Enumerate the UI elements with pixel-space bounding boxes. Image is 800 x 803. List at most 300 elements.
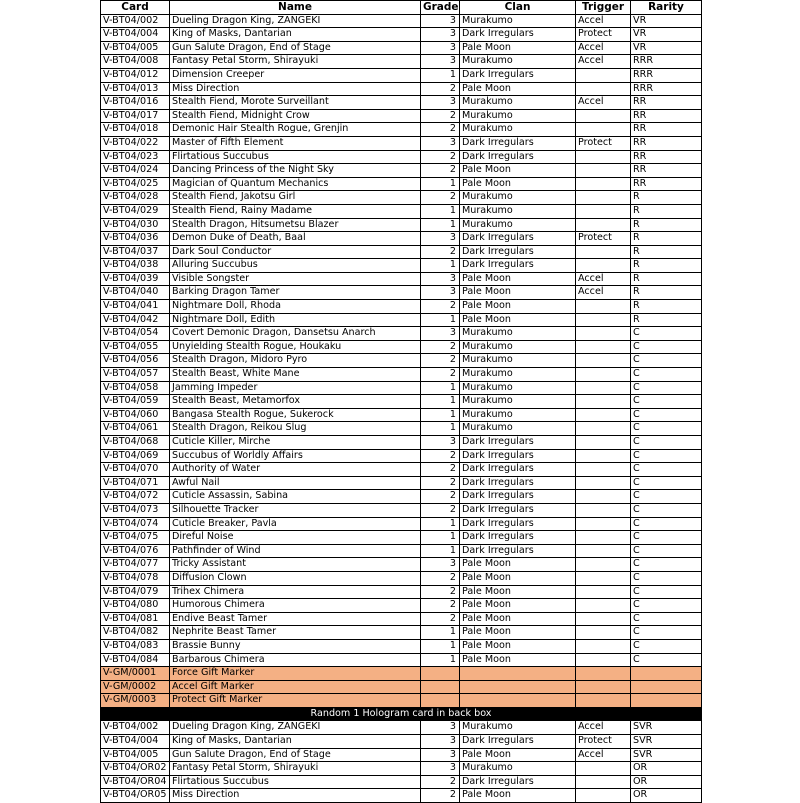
cell-name: Humorous Chimera — [170, 599, 421, 613]
cell-grade: 1 — [421, 408, 460, 422]
table-row — [101, 571, 702, 585]
cell-rarity: C — [631, 653, 702, 667]
cell-grade: 3 — [421, 327, 460, 341]
table-row — [101, 245, 702, 259]
cell-grade: 2 — [421, 585, 460, 599]
table-row — [101, 422, 702, 436]
table-row — [101, 531, 702, 545]
cell-name: Dark Soul Conductor — [170, 245, 421, 259]
cell-name: Stealth Fiend, Rainy Madame — [170, 204, 421, 218]
cell-card: V-BT04/008 — [101, 55, 170, 69]
cell-grade: 2 — [421, 300, 460, 314]
cell-name: Stealth Fiend, Morote Surveillant — [170, 96, 421, 110]
cell-card: V-BT04/068 — [101, 436, 170, 450]
cell-trigger — [576, 517, 631, 531]
cell-clan: Murakumo — [460, 14, 576, 28]
cell-card: V-BT04/060 — [101, 408, 170, 422]
cell-clan: Murakumo — [460, 354, 576, 368]
cell-name: Flirtatious Succubus — [170, 775, 421, 789]
hologram-rows — [101, 721, 702, 803]
cell-card: V-BT04/004 — [101, 735, 170, 749]
cell-card: V-BT04/072 — [101, 490, 170, 504]
cell-card: V-BT04/042 — [101, 313, 170, 327]
cell-trigger: Accel — [576, 286, 631, 300]
hologram-row — [101, 775, 702, 789]
cell-trigger — [576, 245, 631, 259]
cell-grade: 2 — [421, 354, 460, 368]
cell-rarity: C — [631, 639, 702, 653]
table-row — [101, 272, 702, 286]
cell-trigger — [576, 436, 631, 450]
cell-card: V-BT04/076 — [101, 544, 170, 558]
section-banner-row — [101, 707, 702, 721]
header-row — [101, 1, 702, 15]
cell-trigger — [576, 531, 631, 545]
cell-trigger — [576, 544, 631, 558]
cell-rarity: C — [631, 612, 702, 626]
cell-grade: 2 — [421, 476, 460, 490]
cell-trigger — [576, 354, 631, 368]
table-row — [101, 259, 702, 273]
cell-rarity: OR — [631, 762, 702, 776]
cell-rarity: C — [631, 585, 702, 599]
cell-name: Demonic Hair Stealth Rogue, Grenjin — [170, 123, 421, 137]
table-row — [101, 558, 702, 572]
cell-clan: Dark Irregulars — [460, 735, 576, 749]
cell-grade: 3 — [421, 721, 460, 735]
cell-clan: Murakumo — [460, 368, 576, 382]
cell-grade: 1 — [421, 626, 460, 640]
table-row — [101, 436, 702, 450]
cell-rarity: RR — [631, 177, 702, 191]
table-row — [101, 28, 702, 42]
table-row — [101, 544, 702, 558]
cell-trigger — [576, 368, 631, 382]
cell-name: Visible Songster — [170, 272, 421, 286]
cell-card: V-BT04/069 — [101, 449, 170, 463]
cell-clan: Pale Moon — [460, 272, 576, 286]
cell-clan: Murakumo — [460, 408, 576, 422]
cell-rarity: C — [631, 531, 702, 545]
section-title: Random 1 Hologram card in back box — [101, 707, 702, 721]
cell-trigger — [576, 68, 631, 82]
cell-name: Nephrite Beast Tamer — [170, 626, 421, 640]
cell-card: V-GM/0003 — [101, 694, 170, 708]
cell-rarity: VR — [631, 14, 702, 28]
cell-grade — [421, 667, 460, 681]
cell-name: Covert Demonic Dragon, Dansetsu Anarch — [170, 327, 421, 341]
cell-grade: 1 — [421, 259, 460, 273]
cell-rarity: RRR — [631, 55, 702, 69]
cell-grade: 3 — [421, 55, 460, 69]
table-row — [101, 68, 702, 82]
cell-trigger — [576, 340, 631, 354]
cell-name: Gun Salute Dragon, End of Stage — [170, 748, 421, 762]
cell-name: Succubus of Worldly Affairs — [170, 449, 421, 463]
cell-grade: 1 — [421, 422, 460, 436]
cell-grade: 1 — [421, 204, 460, 218]
cell-clan — [460, 694, 576, 708]
cell-grade: 1 — [421, 531, 460, 545]
cell-rarity: C — [631, 571, 702, 585]
cell-rarity: C — [631, 517, 702, 531]
table-row — [101, 177, 702, 191]
cell-clan: Murakumo — [460, 327, 576, 341]
cell-name: Unyielding Stealth Rogue, Houkaku — [170, 340, 421, 354]
cell-grade: 2 — [421, 789, 460, 803]
cell-name: Fantasy Petal Storm, Shirayuki — [170, 55, 421, 69]
gift-marker-rows — [101, 667, 702, 708]
cell-rarity: C — [631, 408, 702, 422]
cell-card: V-BT04/016 — [101, 96, 170, 110]
cell-grade: 3 — [421, 136, 460, 150]
table-row — [101, 653, 702, 667]
table-row — [101, 639, 702, 653]
cell-name: Fantasy Petal Storm, Shirayuki — [170, 762, 421, 776]
table-row — [101, 14, 702, 28]
cell-grade: 3 — [421, 436, 460, 450]
cell-trigger — [576, 463, 631, 477]
cell-name: Accel Gift Marker — [170, 680, 421, 694]
cell-grade: 2 — [421, 109, 460, 123]
cell-rarity: C — [631, 340, 702, 354]
cell-grade: 2 — [421, 571, 460, 585]
cell-card: V-BT04/005 — [101, 41, 170, 55]
cell-name: Dancing Princess of the Night Sky — [170, 164, 421, 178]
cell-name: Stealth Fiend, Jakotsu Girl — [170, 191, 421, 205]
cell-name: Force Gift Marker — [170, 667, 421, 681]
cell-card: V-BT04/002 — [101, 721, 170, 735]
cell-name: Dueling Dragon King, ZANGEKI — [170, 721, 421, 735]
cell-clan: Dark Irregulars — [460, 245, 576, 259]
cell-name: Jamming Impeder — [170, 381, 421, 395]
cell-trigger — [576, 599, 631, 613]
cell-trigger — [576, 571, 631, 585]
cell-clan: Murakumo — [460, 204, 576, 218]
cell-clan: Pale Moon — [460, 748, 576, 762]
cell-grade: 2 — [421, 449, 460, 463]
cell-trigger — [576, 653, 631, 667]
cell-rarity: C — [631, 503, 702, 517]
cell-trigger — [576, 558, 631, 572]
cell-rarity: R — [631, 218, 702, 232]
table-row — [101, 463, 702, 477]
cell-card: V-BT04/017 — [101, 109, 170, 123]
cell-name: Dueling Dragon King, ZANGEKI — [170, 14, 421, 28]
table-row — [101, 368, 702, 382]
table-row — [101, 476, 702, 490]
cell-clan: Dark Irregulars — [460, 490, 576, 504]
header-clan: Clan — [460, 1, 576, 15]
cell-name: Barking Dragon Tamer — [170, 286, 421, 300]
cell-trigger — [576, 381, 631, 395]
hologram-row — [101, 735, 702, 749]
cell-card: V-BT04/079 — [101, 585, 170, 599]
cell-clan: Pale Moon — [460, 639, 576, 653]
cell-name: Flirtatious Succubus — [170, 150, 421, 164]
cell-trigger — [576, 259, 631, 273]
card-list-table — [100, 0, 702, 803]
cell-trigger — [576, 422, 631, 436]
cell-grade: 1 — [421, 313, 460, 327]
cell-grade: 2 — [421, 368, 460, 382]
cell-clan: Murakumo — [460, 109, 576, 123]
cell-grade: 2 — [421, 150, 460, 164]
cell-name: Cuticle Assassin, Sabina — [170, 490, 421, 504]
cell-trigger — [576, 123, 631, 137]
cell-card: V-BT04/084 — [101, 653, 170, 667]
cell-card: V-BT04/059 — [101, 395, 170, 409]
cell-rarity: RR — [631, 136, 702, 150]
cell-rarity: C — [631, 544, 702, 558]
cell-trigger — [576, 150, 631, 164]
cell-clan: Pale Moon — [460, 626, 576, 640]
cell-card: V-BT04/024 — [101, 164, 170, 178]
table-row — [101, 490, 702, 504]
cell-rarity: RRR — [631, 68, 702, 82]
cell-rarity: RR — [631, 123, 702, 137]
cell-clan: Pale Moon — [460, 789, 576, 803]
cell-card: V-BT04/022 — [101, 136, 170, 150]
cell-rarity: R — [631, 259, 702, 273]
cell-clan: Pale Moon — [460, 300, 576, 314]
cell-grade: 2 — [421, 775, 460, 789]
cell-rarity: C — [631, 463, 702, 477]
cell-grade: 1 — [421, 177, 460, 191]
cell-card: V-BT04/041 — [101, 300, 170, 314]
cell-name: Stealth Dragon, Hitsumetsu Blazer — [170, 218, 421, 232]
cell-clan: Murakumo — [460, 381, 576, 395]
cell-rarity: RR — [631, 150, 702, 164]
gift-marker-row — [101, 680, 702, 694]
cell-grade: 1 — [421, 653, 460, 667]
cell-card: V-BT04/055 — [101, 340, 170, 354]
cell-rarity: RRR — [631, 82, 702, 96]
hologram-row — [101, 721, 702, 735]
cell-grade — [421, 694, 460, 708]
cell-rarity: R — [631, 245, 702, 259]
table-row — [101, 123, 702, 137]
cell-rarity: C — [631, 436, 702, 450]
cell-grade: 1 — [421, 381, 460, 395]
cell-clan: Murakumo — [460, 96, 576, 110]
cell-rarity: C — [631, 449, 702, 463]
cell-name: Miss Direction — [170, 789, 421, 803]
table-row — [101, 204, 702, 218]
cell-card: V-BT04/054 — [101, 327, 170, 341]
cell-card: V-BT04/057 — [101, 368, 170, 382]
cell-card: V-BT04/074 — [101, 517, 170, 531]
cell-rarity: OR — [631, 789, 702, 803]
cell-grade: 3 — [421, 762, 460, 776]
cell-trigger: Accel — [576, 55, 631, 69]
table-row — [101, 517, 702, 531]
cell-clan: Dark Irregulars — [460, 531, 576, 545]
table-row — [101, 313, 702, 327]
cell-card: V-BT04/077 — [101, 558, 170, 572]
cell-rarity: RR — [631, 109, 702, 123]
cell-trigger — [576, 408, 631, 422]
cell-clan: Pale Moon — [460, 313, 576, 327]
table-row — [101, 395, 702, 409]
cell-clan: Pale Moon — [460, 585, 576, 599]
cell-name: Brassie Bunny — [170, 639, 421, 653]
cell-rarity: R — [631, 191, 702, 205]
cell-clan: Dark Irregulars — [460, 463, 576, 477]
hologram-row — [101, 789, 702, 803]
header-name: Name — [170, 1, 421, 15]
cell-rarity: SVR — [631, 748, 702, 762]
cell-card: V-BT04/073 — [101, 503, 170, 517]
table-row — [101, 449, 702, 463]
cell-trigger — [576, 503, 631, 517]
cell-card: V-BT04/058 — [101, 381, 170, 395]
cell-name: Silhouette Tracker — [170, 503, 421, 517]
cell-card: V-BT04/OR02 — [101, 762, 170, 776]
cell-clan: Murakumo — [460, 395, 576, 409]
table-row — [101, 599, 702, 613]
cell-name: Barbarous Chimera — [170, 653, 421, 667]
cell-name: Magician of Quantum Mechanics — [170, 177, 421, 191]
cell-clan: Murakumo — [460, 721, 576, 735]
cell-grade: 2 — [421, 463, 460, 477]
cell-name: Stealth Dragon, Midoro Pyro — [170, 354, 421, 368]
cell-name: Trihex Chimera — [170, 585, 421, 599]
cell-rarity: C — [631, 354, 702, 368]
table-row — [101, 136, 702, 150]
header-card: Card — [101, 1, 170, 15]
cell-rarity: C — [631, 381, 702, 395]
cell-rarity: C — [631, 626, 702, 640]
cell-rarity: R — [631, 272, 702, 286]
cell-trigger — [576, 395, 631, 409]
cell-clan: Pale Moon — [460, 571, 576, 585]
table-row — [101, 41, 702, 55]
cell-clan: Murakumo — [460, 422, 576, 436]
table-row — [101, 585, 702, 599]
table-row — [101, 96, 702, 110]
table-row — [101, 327, 702, 341]
cell-trigger — [576, 218, 631, 232]
table-row — [101, 408, 702, 422]
cell-clan: Pale Moon — [460, 177, 576, 191]
cell-card: V-BT04/029 — [101, 204, 170, 218]
cell-rarity: C — [631, 422, 702, 436]
cell-trigger: Accel — [576, 748, 631, 762]
cell-name: Diffusion Clown — [170, 571, 421, 585]
cell-name: Nightmare Doll, Rhoda — [170, 300, 421, 314]
cell-card: V-BT04/002 — [101, 14, 170, 28]
table-row — [101, 503, 702, 517]
cell-card: V-BT04/070 — [101, 463, 170, 477]
cell-trigger — [576, 109, 631, 123]
cell-clan: Dark Irregulars — [460, 28, 576, 42]
cell-rarity: C — [631, 395, 702, 409]
cell-rarity: RR — [631, 164, 702, 178]
cell-clan: Pale Moon — [460, 653, 576, 667]
cell-clan: Dark Irregulars — [460, 150, 576, 164]
cell-grade: 3 — [421, 558, 460, 572]
cell-trigger: Accel — [576, 721, 631, 735]
cell-trigger — [576, 204, 631, 218]
cell-card: V-BT04/039 — [101, 272, 170, 286]
table-row — [101, 191, 702, 205]
cell-trigger — [576, 327, 631, 341]
cell-card: V-BT04/080 — [101, 599, 170, 613]
cell-rarity: C — [631, 368, 702, 382]
cell-grade: 2 — [421, 164, 460, 178]
cell-card: V-GM/0002 — [101, 680, 170, 694]
cell-trigger — [576, 612, 631, 626]
cell-clan: Dark Irregulars — [460, 544, 576, 558]
cell-rarity: C — [631, 490, 702, 504]
cell-clan: Dark Irregulars — [460, 503, 576, 517]
cell-name: Dimension Creeper — [170, 68, 421, 82]
cell-trigger — [576, 300, 631, 314]
cell-grade: 1 — [421, 68, 460, 82]
cell-card: V-BT04/078 — [101, 571, 170, 585]
hologram-row — [101, 748, 702, 762]
cell-card: V-BT04/OR04 — [101, 775, 170, 789]
cell-trigger: Protect — [576, 28, 631, 42]
cell-name: Stealth Beast, White Mane — [170, 368, 421, 382]
cell-grade: 3 — [421, 735, 460, 749]
cell-rarity: C — [631, 327, 702, 341]
cell-clan: Murakumo — [460, 340, 576, 354]
table-row — [101, 300, 702, 314]
cell-card: V-BT04/OR05 — [101, 789, 170, 803]
cell-card: V-BT04/075 — [101, 531, 170, 545]
cell-grade: 1 — [421, 218, 460, 232]
table-row — [101, 286, 702, 300]
cell-card: V-BT04/018 — [101, 123, 170, 137]
cell-card: V-BT04/083 — [101, 639, 170, 653]
cell-trigger: Protect — [576, 232, 631, 246]
cell-name: Tricky Assistant — [170, 558, 421, 572]
cell-name: Stealth Dragon, Reikou Slug — [170, 422, 421, 436]
cell-rarity: SVR — [631, 721, 702, 735]
cell-grade: 3 — [421, 272, 460, 286]
cell-rarity: R — [631, 286, 702, 300]
cell-card: V-BT04/081 — [101, 612, 170, 626]
cell-name: Demon Duke of Death, Baal — [170, 232, 421, 246]
header-trigger: Trigger — [576, 1, 631, 15]
cell-card: V-BT04/028 — [101, 191, 170, 205]
cell-grade: 2 — [421, 599, 460, 613]
cell-rarity — [631, 667, 702, 681]
cell-card: V-GM/0001 — [101, 667, 170, 681]
cell-trigger — [576, 639, 631, 653]
cell-name: Bangasa Stealth Rogue, Sukerock — [170, 408, 421, 422]
cell-trigger — [576, 476, 631, 490]
cell-clan: Pale Moon — [460, 286, 576, 300]
cell-name: Pathfinder of Wind — [170, 544, 421, 558]
cell-name: King of Masks, Dantarian — [170, 735, 421, 749]
cell-card: V-BT04/025 — [101, 177, 170, 191]
cell-trigger: Accel — [576, 96, 631, 110]
table-row — [101, 354, 702, 368]
cell-name: Gun Salute Dragon, End of Stage — [170, 41, 421, 55]
cell-name: Cuticle Breaker, Pavla — [170, 517, 421, 531]
cell-clan: Dark Irregulars — [460, 449, 576, 463]
header-grade: Grade — [421, 1, 460, 15]
cell-rarity — [631, 680, 702, 694]
cell-clan: Dark Irregulars — [460, 775, 576, 789]
cell-rarity: R — [631, 232, 702, 246]
cell-clan — [460, 680, 576, 694]
cell-grade: 1 — [421, 544, 460, 558]
cell-grade — [421, 680, 460, 694]
